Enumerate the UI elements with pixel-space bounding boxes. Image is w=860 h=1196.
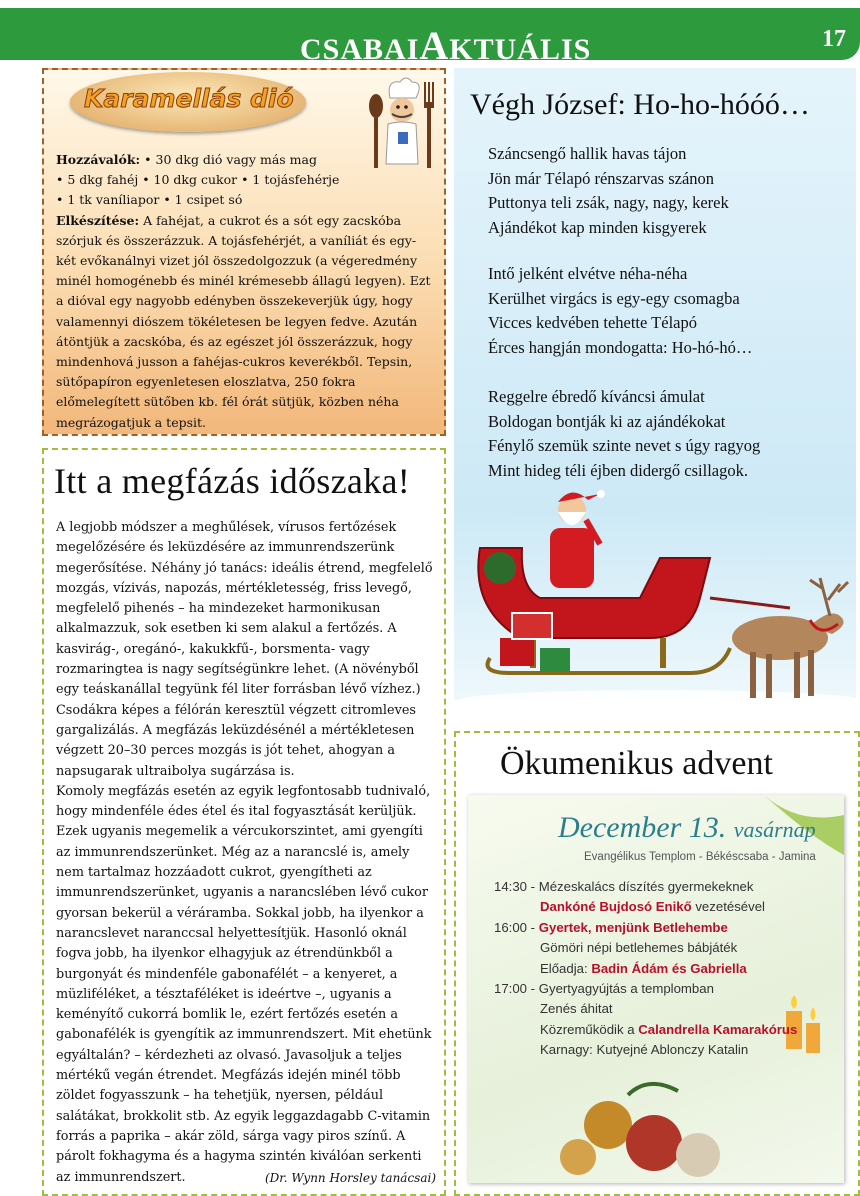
ingredients-line: • 30 dkg dió vagy más mag xyxy=(140,152,317,167)
poem-line: Száncsengő hallik havas tájon xyxy=(488,144,687,163)
poem-line: Reggelre ébredő kíváncsi ámulat xyxy=(488,387,705,406)
poem-line: Jön már Télapó rénszarvas szánon xyxy=(488,168,715,188)
cold-season-article xyxy=(42,448,446,1196)
schedule-row: 14:30 - Mézeskalács díszítés gyermekeknek xyxy=(494,879,754,894)
poem-line: Mint hideg téli éjben didergő csillagok. xyxy=(488,460,748,480)
poem-line: Puttonya teli zsák, nagy, nagy, kerek xyxy=(488,193,729,212)
advent-box xyxy=(454,731,860,1196)
advent-title: Ökumenikus advent xyxy=(500,745,773,782)
article-title: Itt a megfázás időszaka! xyxy=(54,461,411,501)
poem-line: Intő jelként elvétve néha-néha xyxy=(488,264,688,283)
recipe-title-badge xyxy=(70,72,306,132)
poem-line: Vicces kedvében tehette Télapó xyxy=(488,313,697,332)
poem-title: Végh József: Ho-ho-hóóó… xyxy=(470,88,810,121)
schedule-row: 16:00 - Gyertek, menjünk Betlehembe xyxy=(494,919,728,935)
recipe-text xyxy=(56,150,434,433)
poem-panel xyxy=(454,68,856,700)
article-paragraph: A legjobb módszer a meghűlések, vírusos fertőzések megelőzésére és leküzdésére az immunrendszerünk megerősítése. Néhány jó tanács: ideális étrend, megfelelő mozgás, vízivás, napozás, mértékletesség, friss levegő, megfelelő pihenés – ha mindezeket harmonikusan alkalmazzuk, sok esetben ki sem alakul a fertőzés. A kasvirág-, oregánó-, kakukkfű-, borsmenta- vagy rozmaringtea is nagy segítségünkre lehet. (A növényből egy teáskanállal tegyünk fél liter forrásban lévő vízhez.) Csodákra képes a félórán keresztül végzett citromleves gargalizálás. A megfázás leküzdésénél a mértékletesen végzett 20–30 perces mozgás is jót tehet, ahogyan a napsugarak ultraibolya sugárzása is. xyxy=(56,520,433,779)
recipe-box xyxy=(42,68,446,436)
schedule-row: Közreműködik a Calandrella Kamarakórus xyxy=(540,1021,798,1037)
ingredients-label: Hozzávalók: xyxy=(56,152,141,167)
schedule-row: Zenés áhitat xyxy=(540,1001,613,1017)
poem-line: Kerülhet virgács is egy-egy csomagba xyxy=(488,288,740,308)
poem-line: Ajándékot kap minden kisgyerek xyxy=(488,217,707,237)
poem-line: Érces hangján mondogatta: Ho-hó-hó… xyxy=(488,337,753,357)
ingredients-line: • 5 dkg fahéj • 10 dkg cukor • 1 tojásfehérje xyxy=(56,172,340,188)
schedule-row: Gömöri népi betlehemes bábjáték xyxy=(540,940,738,956)
recipe-title: Karamellás dió xyxy=(84,84,294,113)
page-header xyxy=(0,8,860,68)
schedule-row: Dankóné Bujdosó Enikő vezetésével xyxy=(540,899,765,915)
event-place: Evangélikus Templom - Békéscsaba - Jamina xyxy=(584,851,816,863)
ingredients-line: • 1 tk vaníliapor • 1 csipet só xyxy=(56,192,243,208)
schedule-row: Előadja: Badin Ádám és Gabriella xyxy=(540,960,747,976)
event-date: December 13. vasárnap xyxy=(558,811,816,844)
advent-invitation-card xyxy=(468,795,844,1183)
schedule-row: 17:00 - Gyertyagyújtás a templomban xyxy=(494,981,714,997)
poem-stanza xyxy=(488,142,848,240)
poem-line: Fénylő szemük szinte nevet s úgy ragyog xyxy=(488,436,761,455)
poem-stanza xyxy=(488,385,848,483)
poem-stanza xyxy=(488,262,848,360)
santa-sleigh-illustration xyxy=(460,488,856,708)
schedule-row: Karnagy: Kutyejné Ablonczy Katalin xyxy=(540,1042,749,1058)
magazine-title: CSABAIAKTUÁLIS xyxy=(300,23,592,68)
page-number: 17 xyxy=(822,26,846,52)
method-label: Elkészítése: xyxy=(56,212,140,228)
poem-line: Boldogan bontják ki az ajándékokat xyxy=(488,411,726,431)
method-text: A fahéjat, a cukrot és a sót egy zacskóba szórjuk és összerázzuk. A tojásfehérjét, a vaníliát és egy-két evőkanálnyi vizet jól összedolgozzuk (a végeredmény minél homogénebb és minél krémesebb állagú legyen). Ezt a dióval egy nagyobb edényben összekeverjük úgy, hogy valamennyi diószem tökéletesen be legyen fedve. Azután átöntjük a zacskóba, és az egészet jól összerázzuk, hogy mindenhová jusson a fahéjas-cukros keverékből. Tepsin, sütőpapíron egyenletesen eloszlatva, 250 fokra előmelegített sütőben kb. fél órát sütjük, közben néha megrázogatjuk a tepsit. xyxy=(56,212,431,430)
article-signature: (Dr. Wynn Horsley tanácsai) xyxy=(265,1170,436,1185)
event-schedule xyxy=(494,877,824,1061)
article-paragraph: Komoly megfázás esetén az egyik legfontosabb tudnivaló, hogy mindenféle édes étel és ital fogyasztását kerüljük. Ezek ugyanis megemelik a vércukorszintet, ami gyengíti az immunrendszerünket. Még az a narancslé is, amely nem tartalmaz hozzáadott cukrot, gyengítheti az immunrendszerünket, ugyanis a narancslében lévő cukor gyorsan bekerül a véráramba. Sokkal jobb, ha ilyenkor a narancslevet naranccsal helyettesítjük. Hasonló oknál fogva jobb, ha ilyenkor elhagyjuk az étrendünkből a burgonyát és mindenféle gabonafélét – a kenyeret, a müzliféléket, a tésztaféléket is ideértve –, ugyanis a keményítő cukorrá bomlik le, ezért fertőzés esetén a gabonafélék is gyengítik az immunrendszert. Mit ehetünk egyáltalán? – kérdezheti az olvasó. Javasoljuk a teljes mértékű vegán étrendet. Megfázás idején minél több zöldet fogyasszunk – ha tehetjük, nyersen, például salátákat, brokkolit stb. Az egyik leggazdagabb C-vitamin forrás a paprika – akár zöld, sárga vagy piros színű. A párolt fokhagyma és a hagyma szintén kiválóan serkenti az immunrendszert. xyxy=(56,783,432,1185)
article-body xyxy=(56,518,436,1188)
